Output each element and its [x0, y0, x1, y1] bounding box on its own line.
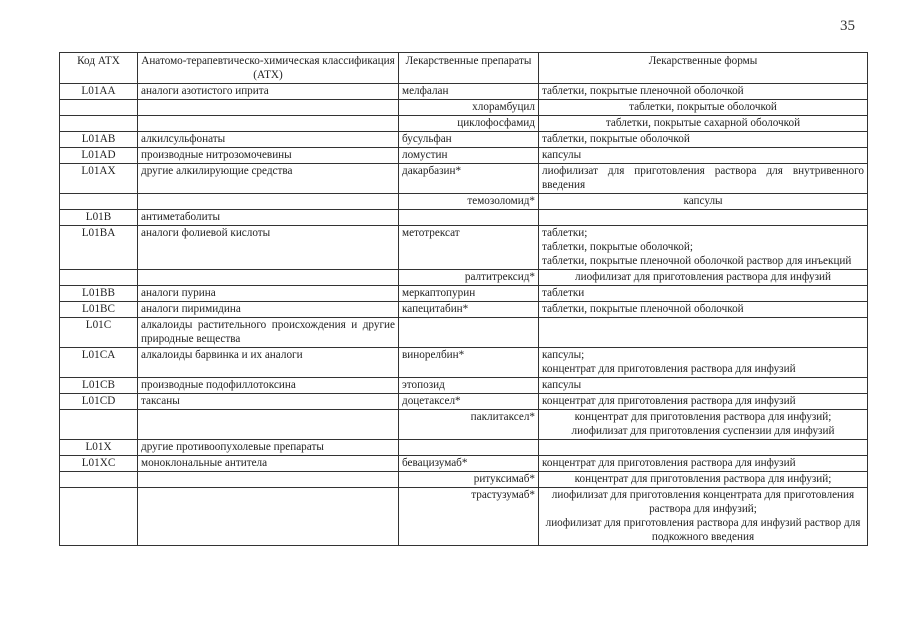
form-line: капсулы: [683, 195, 723, 207]
form-line: концентрат для приготовления раствора для инфузий: [542, 395, 796, 407]
cell-drug: ралтитрексид*: [399, 270, 539, 286]
cell-code: [60, 472, 138, 488]
form-line: капсулы;: [542, 349, 585, 361]
cell-atx: [138, 116, 399, 132]
form-line: лиофилизат для приготовления раствора для внутривенного введения: [542, 165, 864, 191]
cell-code: L01BB: [60, 286, 138, 302]
cell-forms: [539, 318, 868, 348]
cell-drug: паклитаксел*: [399, 410, 539, 440]
table-row: [60, 440, 868, 456]
cell-atx: [138, 472, 399, 488]
cell-code: [60, 270, 138, 286]
form-line: концентрат для приготовления раствора для инфузий;: [574, 411, 832, 423]
cell-drug: доцетаксел*: [399, 394, 539, 410]
table-row: [60, 394, 868, 410]
table-row: [60, 348, 868, 378]
form-line: лиофилизат для приготовления раствора для инфузий: [575, 271, 831, 283]
cell-atx: [138, 194, 399, 210]
cell-atx: алкалоиды барвинка и их аналоги: [138, 348, 399, 378]
cell-drug: [399, 318, 539, 348]
cell-atx: другие алкилирующие средства: [138, 164, 399, 194]
cell-atx: производные нитрозомочевины: [138, 148, 399, 164]
cell-atx: аналоги азотистого иприта: [138, 84, 399, 100]
cell-forms: [539, 210, 868, 226]
header-code: Код АТХ: [60, 53, 138, 84]
cell-drug: меркаптопурин: [399, 286, 539, 302]
cell-code: L01AX: [60, 164, 138, 194]
cell-drug: хлорамбуцил: [399, 100, 539, 116]
cell-forms: [539, 164, 868, 194]
cell-atx: таксаны: [138, 394, 399, 410]
table-row: [60, 84, 868, 100]
cell-forms: [539, 116, 868, 132]
cell-code: [60, 116, 138, 132]
table-row: [60, 164, 868, 194]
cell-code: [60, 100, 138, 116]
atx-table: [59, 52, 868, 546]
cell-forms: [539, 410, 868, 440]
form-line: лиофилизат для приготовления раствора для инфузий раствор для подкожного введения: [545, 517, 861, 543]
cell-drug: [399, 210, 539, 226]
cell-forms: [539, 84, 868, 100]
cell-code: L01CD: [60, 394, 138, 410]
cell-drug: трастузумаб*: [399, 488, 539, 546]
cell-atx: моноклональные антитела: [138, 456, 399, 472]
table-row: [60, 472, 868, 488]
cell-forms: [539, 132, 868, 148]
cell-code: L01BA: [60, 226, 138, 270]
form-line: таблетки, покрытые сахарной оболочкой: [605, 117, 801, 129]
table-row: [60, 378, 868, 394]
form-line: концентрат для приготовления раствора для инфузий: [542, 457, 796, 469]
cell-drug: бевацизумаб*: [399, 456, 539, 472]
cell-forms: [539, 456, 868, 472]
table-row: [60, 210, 868, 226]
form-line: таблетки, покрытые пленочной оболочкой: [542, 303, 744, 315]
cell-atx: алкалоиды растительного происхождения и другие природные вещества: [138, 318, 399, 348]
cell-code: [60, 488, 138, 546]
cell-atx: [138, 488, 399, 546]
cell-drug: бусульфан: [399, 132, 539, 148]
cell-atx: [138, 100, 399, 116]
form-line: таблетки, покрытые оболочкой: [629, 101, 777, 113]
cell-drug: мелфалан: [399, 84, 539, 100]
cell-atx: алкилсульфонаты: [138, 132, 399, 148]
cell-code: L01AB: [60, 132, 138, 148]
cell-atx: аналоги пурина: [138, 286, 399, 302]
cell-atx: аналоги пиримидина: [138, 302, 399, 318]
cell-code: [60, 410, 138, 440]
cell-drug: ломустин: [399, 148, 539, 164]
cell-atx: аналоги фолиевой кислоты: [138, 226, 399, 270]
cell-code: L01C: [60, 318, 138, 348]
cell-code: L01CB: [60, 378, 138, 394]
table-row: [60, 148, 868, 164]
cell-forms: [539, 488, 868, 546]
header-forms: Лекарственные формы: [539, 53, 868, 84]
cell-atx: другие противоопухолевые препараты: [138, 440, 399, 456]
cell-forms: [539, 472, 868, 488]
table-row: [60, 488, 868, 546]
cell-drug: ритуксимаб*: [399, 472, 539, 488]
cell-atx: [138, 270, 399, 286]
cell-drug: этопозид: [399, 378, 539, 394]
cell-code: L01AD: [60, 148, 138, 164]
header-atx: Анатомо-терапевтическо-химическая классификация (АТХ): [138, 53, 399, 84]
table-row: [60, 456, 868, 472]
form-line: таблетки;: [542, 227, 588, 239]
cell-code: L01BC: [60, 302, 138, 318]
cell-code: L01XC: [60, 456, 138, 472]
form-line: лиофилизат для приготовления суспензии для инфузий: [571, 425, 835, 437]
cell-drug: темозоломид*: [399, 194, 539, 210]
table-header-row: [60, 53, 868, 84]
cell-forms: [539, 348, 868, 378]
form-line: таблетки, покрытые пленочной оболочкой: [542, 85, 744, 97]
table-row: [60, 194, 868, 210]
form-line: концентрат для приготовления раствора для инфузий;: [574, 473, 832, 485]
cell-code: L01CA: [60, 348, 138, 378]
form-line: таблетки, покрытые оболочкой: [542, 133, 690, 145]
cell-drug: [399, 440, 539, 456]
cell-forms: [539, 100, 868, 116]
table-row: [60, 410, 868, 440]
cell-drug: капецитабин*: [399, 302, 539, 318]
cell-drug: дакарбазин*: [399, 164, 539, 194]
table-row: [60, 286, 868, 302]
table-row: [60, 302, 868, 318]
table-row: [60, 226, 868, 270]
cell-atx: антиметаболиты: [138, 210, 399, 226]
cell-forms: [539, 226, 868, 270]
table-row: [60, 100, 868, 116]
cell-drug: винорелбин*: [399, 348, 539, 378]
table-row: [60, 116, 868, 132]
form-line: концентрат для приготовления раствора для инфузий: [542, 363, 796, 375]
table-row: [60, 270, 868, 286]
form-line: таблетки, покрытые пленочной оболочкой раствор для инъекций: [542, 255, 852, 267]
form-line: таблетки, покрытые оболочкой;: [542, 241, 693, 253]
cell-forms: [539, 440, 868, 456]
cell-forms: [539, 394, 868, 410]
form-line: лиофилизат для приготовления концентрата для приготовления раствора для инфузий;: [551, 489, 855, 515]
page-number: 35: [840, 18, 855, 34]
cell-atx: производные подофиллотоксина: [138, 378, 399, 394]
cell-forms: [539, 378, 868, 394]
cell-drug: циклофосфамид: [399, 116, 539, 132]
form-line: капсулы: [542, 149, 582, 161]
cell-atx: [138, 410, 399, 440]
table-row: [60, 318, 868, 348]
cell-forms: [539, 194, 868, 210]
cell-forms: [539, 148, 868, 164]
form-line: капсулы: [542, 379, 582, 391]
header-drugs: Лекарственные препараты: [399, 53, 539, 84]
cell-code: [60, 194, 138, 210]
cell-drug: метотрексат: [399, 226, 539, 270]
cell-forms: [539, 302, 868, 318]
cell-forms: [539, 270, 868, 286]
table-row: [60, 132, 868, 148]
form-line: таблетки: [542, 287, 585, 299]
cell-forms: [539, 286, 868, 302]
cell-code: L01B: [60, 210, 138, 226]
cell-code: L01AA: [60, 84, 138, 100]
cell-code: L01X: [60, 440, 138, 456]
